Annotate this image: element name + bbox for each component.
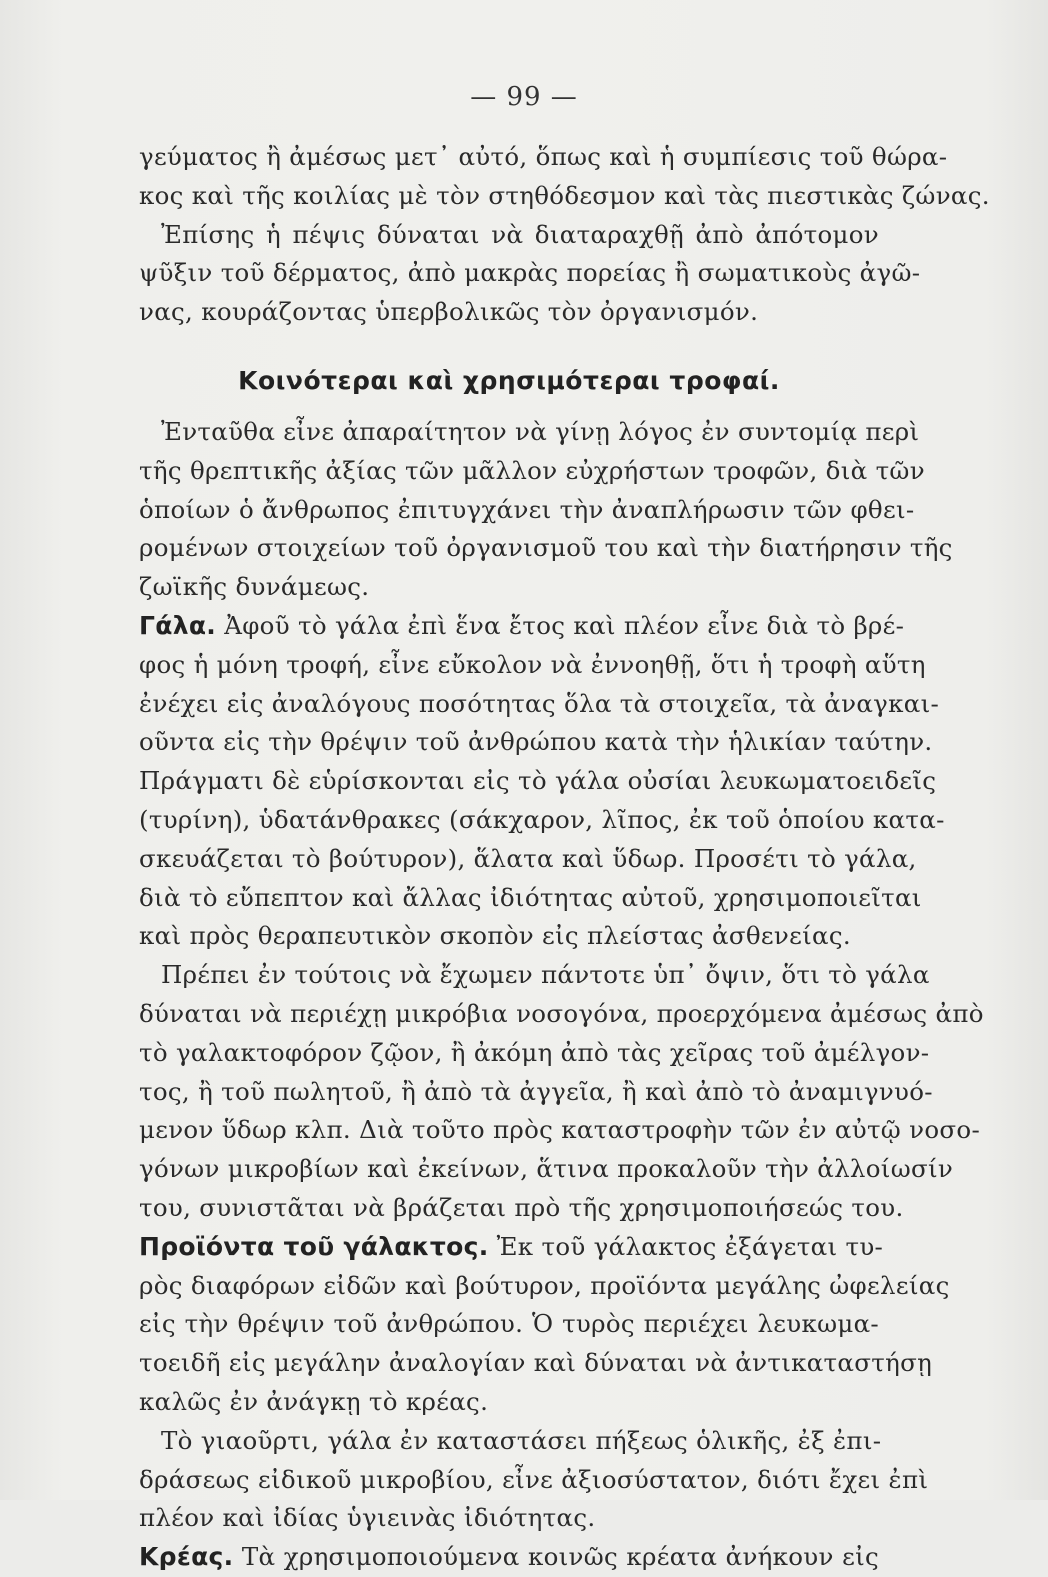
text-line bbox=[139, 1228, 884, 1267]
text-line: ἐνέχει εἰς ἀναλόγους ποσότητας ὅλα τὰ στοιχεῖα, τὰ ἀναγκαι- bbox=[139, 688, 940, 718]
text-line: ζωϊκῆς δυνάμεως. bbox=[139, 572, 370, 602]
text-line: οῦντα εἰς τὴν θρέψιν τοῦ ἀνθρώπου κατὰ τὴν ἡλικίαν ταύτην. bbox=[139, 727, 933, 757]
text-line: τῆς θρεπτικῆς ἀξίας τῶν μᾶλλον εὐχρήστων τροφῶν, διὰ τῶν bbox=[139, 455, 925, 485]
text-line: εἰς τὴν θρέψιν τοῦ ἀνθρώπου. Ὁ τυρὸς περιέχει λευκωμα- bbox=[139, 1309, 879, 1339]
body-text bbox=[139, 138, 990, 1577]
text-line: διὰ τὸ εὔπεπτον καὶ ἄλλας ἰδιότητας αὐτοῦ, χρησιμοποιεῖται bbox=[139, 882, 922, 912]
text-line: ρὸς διαφόρων εἰδῶν καὶ βούτυρον, προϊόντα μεγάλης ὠφελείας bbox=[139, 1270, 950, 1300]
text-line: τος, ἢ τοῦ πωλητοῦ, ἢ ἀπὸ τὰ ἀγγεῖα, ἢ καὶ ἀπὸ τὸ ἀναμιγνυό- bbox=[139, 1076, 933, 1106]
text-line: Ἐπίσης ἡ πέψις δύναται νὰ διαταραχθῇ ἀπὸ ἀπότομον bbox=[161, 219, 879, 249]
text-line: μενον ὕδωρ κλπ. Διὰ τοῦτο πρὸς καταστροφὴν τῶν ἐν αὐτῷ νοσο- bbox=[139, 1115, 981, 1145]
text-line: δύναται νὰ περιέχῃ μικρόβια νοσογόνα, προερχόμενα ἀμέσως ἀπὸ bbox=[139, 998, 984, 1028]
text-line: ψῦξιν τοῦ δέρματος, ἀπὸ μακρὰς πορείας ἢ σωματικοὺς ἀγῶ- bbox=[139, 258, 921, 288]
text-line: του, συνιστᾶται νὰ βράζεται πρὸ τῆς χρησιμοποιήσεώς του. bbox=[139, 1192, 904, 1222]
text-line: γεύματος ἢ ἀμέσως μετ᾽ αὐτό, ὅπως καὶ ἡ συμπίεσις τοῦ θώρα- bbox=[139, 142, 948, 171]
text-line: καλῶς ἐν ἀνάγκῃ τὸ κρέας. bbox=[139, 1386, 489, 1416]
text-run: Ἀφοῦ τὸ γάλα ἐπὶ ἕνα ἔτος καὶ πλέον εἶνε διὰ τὸ βρέ- bbox=[224, 610, 905, 640]
text-line: Ἐνταῦθα εἶνε ἀπαραίτητον νὰ γίνῃ λόγος ἐν συντομίᾳ περὶ bbox=[161, 416, 920, 446]
text-line bbox=[139, 1538, 879, 1577]
text-line: κος καὶ τῆς κοιλίας μὲ τὸν στηθόδεσμον καὶ τὰς πιεστικὰς ζώνας. bbox=[139, 180, 990, 210]
text-run: Ἐκ τοῦ γάλακτος ἐξάγεται τυ- bbox=[496, 1231, 884, 1261]
text-line: γόνων μικροβίων καὶ ἐκείνων, ἅτινα προκαλοῦν τὴν ἀλλοίωσίν bbox=[139, 1154, 954, 1184]
term-meat: Κρέας. bbox=[139, 1542, 234, 1572]
text-line: (τυρίνη), ὑδατάνθρακες (σάκχαρον, λῖπος, ἐκ τοῦ ὁποίου κατα- bbox=[139, 804, 945, 834]
text-run: Τὰ χρησιμοποιούμενα κοινῶς κρέατα ἀνήκουν εἰς bbox=[241, 1542, 879, 1572]
text-line: νας, κουράζοντας ὑπερβολικῶς τὸν ὀργανισμόν. bbox=[139, 297, 759, 327]
page-number: — 99 — bbox=[470, 82, 578, 112]
text-line: Πράγματι δὲ εὑρίσκονται εἰς τὸ γάλα οὐσίαι λευκωματοειδεῖς bbox=[139, 766, 937, 796]
text-line: Πρέπει ἐν τούτοις νὰ ἔχωμεν πάντοτε ὑπ᾽ ὄψιν, ὅτι τὸ γάλα bbox=[161, 960, 930, 990]
text-line: δράσεως εἰδικοῦ μικροβίου, εἶνε ἀξιοσύστατον, διότι ἔχει ἐπὶ bbox=[139, 1464, 929, 1494]
text-line: πλέον καὶ ἰδίας ὑγιεινὰς ἰδιότητας. bbox=[139, 1503, 596, 1533]
section-heading: Κοινότεραι καὶ χρησιμότεραι τροφαί. bbox=[238, 365, 780, 395]
text-line: Τὸ γιαοῦρτι, γάλα ἐν καταστάσει πήξεως ὁλικῆς, ἐξ ἐπι- bbox=[161, 1425, 882, 1455]
text-line bbox=[139, 607, 905, 646]
text-line: τοειδῆ εἰς μεγάλην ἀναλογίαν καὶ δύναται νὰ ἀντικαταστήσῃ bbox=[139, 1348, 933, 1378]
text-line: ρομένων στοιχείων τοῦ ὀργανισμοῦ του καὶ τὴν διατήρησιν τῆς bbox=[139, 533, 953, 563]
text-line: σκευάζεται τὸ βούτυρον), ἅλατα καὶ ὕδωρ. Προσέτι τὸ γάλα, bbox=[139, 843, 917, 873]
text-line: καὶ πρὸς θεραπευτικὸν σκοπὸν εἰς πλείστας ἀσθενείας. bbox=[139, 921, 851, 951]
text-line: τὸ γαλακτοφόρον ζῷον, ἢ ἀκόμη ἀπὸ τὰς χεῖρας τοῦ ἀμέλγον- bbox=[139, 1037, 930, 1067]
term-gala: Γάλα. bbox=[139, 610, 217, 640]
text-line: φος ἡ μόνη τροφή, εἶνε εὔκολον νὰ ἐννοηθῇ, ὅτι ἡ τροφὴ αὕτη bbox=[139, 649, 926, 679]
text-line: ὁποίων ὁ ἄνθρωπος ἐπιτυγχάνει τὴν ἀναπλήρωσιν τῶν φθει- bbox=[139, 494, 915, 524]
term-products: Προϊόντα τοῦ γάλακτος. bbox=[139, 1231, 489, 1261]
